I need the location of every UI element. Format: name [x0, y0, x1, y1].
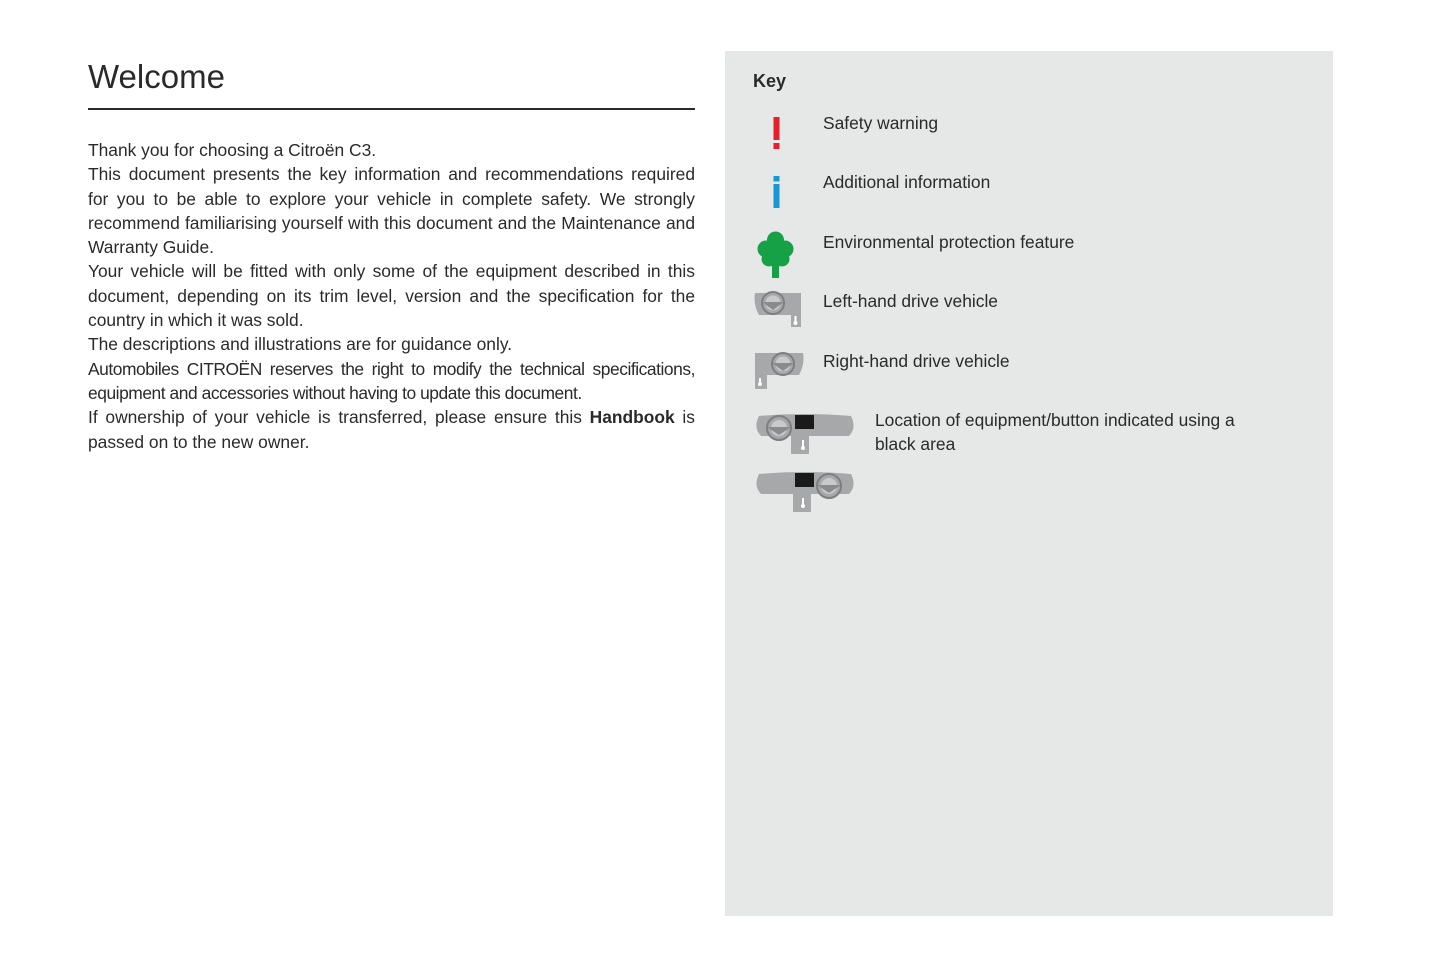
handbook-term: Handbook [589, 407, 675, 428]
right-hand-drive-icon [753, 349, 805, 391]
page-title: Welcome [88, 56, 695, 110]
left-hand-drive-icon [753, 289, 805, 331]
intro-paragraph: The descriptions and illustrations are for guidance only. [88, 334, 513, 355]
info-icon [753, 170, 803, 210]
ownership-text-before: If ownership of your vehicle is transferred, please ensure this [88, 407, 590, 428]
welcome-section [88, 56, 695, 454]
intro-paragraph: This document presents the key information and recommendations required for you to be able to explore your vehicle in complete safety. We strongly recommend familiarising yourself with this document and the Maintenance and Warranty Guide. [88, 164, 695, 258]
intro-text [88, 138, 695, 454]
dashboard-location-icon [753, 408, 857, 518]
tree-icon [753, 230, 803, 280]
key-panel [725, 51, 1333, 916]
key-item-label: Additional information [823, 172, 991, 192]
key-item-label: Location of equipment/button indicated using a black area [875, 410, 1235, 454]
ownership-paragraph [88, 405, 695, 454]
key-item-label: Left-hand drive vehicle [823, 291, 998, 311]
exclamation-icon [753, 111, 803, 151]
key-item-label: Safety warning [823, 113, 939, 133]
intro-paragraph: Thank you for choosing a Citroën C3. [88, 140, 377, 160]
intro-paragraph: Your vehicle will be fitted with only some of the equipment described in this document, depending on its trim level, version and the specification for the country in which it was sold. [88, 261, 695, 331]
key-item-label: Right-hand drive vehicle [823, 351, 1010, 371]
key-item-label: Environmental protection feature [823, 232, 1075, 252]
key-title: Key [753, 71, 787, 91]
intro-paragraph: Automobiles CITROËN reserves the right to modify the technical specifications, equipment and accessories without having to update this document. [88, 358, 695, 403]
ownership-text-after: is passed on to the new owner. [88, 407, 695, 452]
